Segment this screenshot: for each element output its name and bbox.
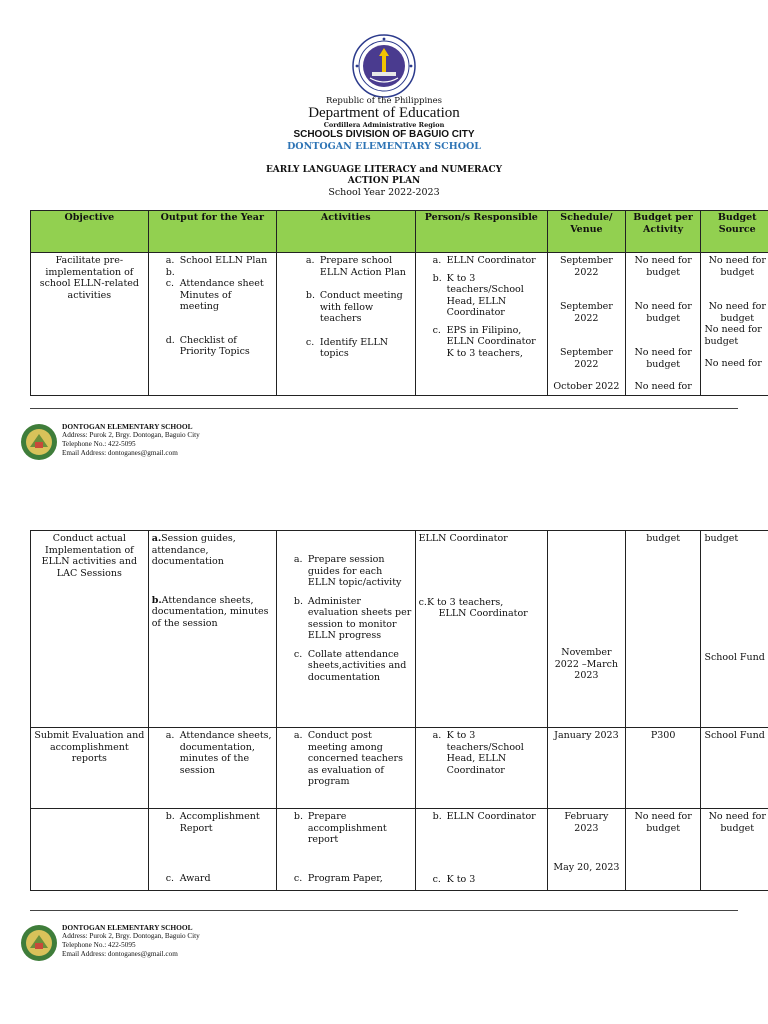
header-persons: Person/s Responsible xyxy=(415,211,547,253)
source-text: No need for budget xyxy=(704,324,762,347)
list-item: b. Prepare accomplishment report xyxy=(293,811,387,845)
schedule-text: November 2022 –March 2023 xyxy=(554,647,619,681)
school-logo xyxy=(20,924,58,962)
list-item: c. K to 3 xyxy=(432,873,476,885)
activities-cell xyxy=(276,531,415,728)
republic-text: Republic of the Philippines xyxy=(325,96,443,106)
budget-text: No need for budget xyxy=(634,301,692,324)
footer-telephone: Telephone No.: 422-5095 xyxy=(62,440,136,448)
list-item: c. Program Paper, xyxy=(293,872,383,884)
table-header-row xyxy=(31,211,768,253)
footer-divider xyxy=(30,408,738,409)
source-cell: No need for budget xyxy=(701,809,768,891)
table-row xyxy=(31,253,768,396)
persons-cell xyxy=(415,809,547,891)
plan-title-line1: EARLY LANGUAGE LITERACY and NUMERACY xyxy=(265,165,503,175)
budget-text: No need for budget xyxy=(634,255,692,278)
list-item: c. Identify ELLN topics xyxy=(305,336,389,359)
footer-school-name: DONTOGAN ELEMENTARY SCHOOL xyxy=(62,923,193,932)
schedule-text: February 2023 xyxy=(564,811,609,834)
table-row xyxy=(31,728,768,809)
footer-text xyxy=(62,923,200,959)
schedule-cell xyxy=(548,809,626,891)
page-footer xyxy=(20,423,340,463)
list-item: a. K to 3 teachers/School Head, ELLN Coordinator xyxy=(432,730,524,776)
source-cell: School Fund xyxy=(701,728,768,809)
division-title: SCHOOLS DIVISION OF BAGUIO CITY xyxy=(293,129,475,140)
school-year: School Year 2022-2023 xyxy=(328,187,440,198)
action-plan-table-part2 xyxy=(30,530,768,891)
output-text: a.Session guides, attendance, documentation xyxy=(151,533,236,567)
table-row xyxy=(31,531,768,728)
schedule-cell: January 2023 xyxy=(548,728,626,809)
schedule-cell xyxy=(548,531,626,728)
list-item: a. Conduct post meeting among concerned teachers as evaluation of program xyxy=(293,730,403,787)
schedule-text: September 2022 xyxy=(559,255,613,278)
list-item: b. Administer evaluation sheets per session to monitor ELLN progress xyxy=(293,595,412,641)
list-item: d. Checklist of Priority Topics xyxy=(165,334,250,357)
header-objective: Objective xyxy=(31,211,149,253)
footer-telephone: Telephone No.: 422-5095 xyxy=(62,941,136,949)
source-cell xyxy=(701,531,768,728)
output-cell xyxy=(148,253,276,396)
persons-cell xyxy=(415,253,547,396)
footer-school-name: DONTOGAN ELEMENTARY SCHOOL xyxy=(62,422,193,431)
page-footer xyxy=(20,924,340,964)
schedule-text: May 20, 2023 xyxy=(553,862,620,873)
budget-text: No need for budget xyxy=(634,347,692,370)
source-text: No need for xyxy=(704,358,762,369)
list-item: c. Attendance sheet Minutes of meeting xyxy=(165,278,264,312)
list-item: a. School ELLN Plan xyxy=(165,255,268,266)
list-item: c. Collate attendance sheets,activities and documentation xyxy=(293,648,407,683)
list-item: c. Award xyxy=(165,873,211,884)
schedule-cell xyxy=(548,253,626,396)
objective-cell: Facilitate pre-implementation of school ELLN-related activities xyxy=(31,253,149,396)
activities-cell xyxy=(276,809,415,891)
schedule-text: September 2022 xyxy=(559,347,613,370)
footer-address: Address: Purok 2, Brgy. Dontogan, Baguio City xyxy=(62,431,200,439)
list-item: b. Accomplishment Report xyxy=(165,811,260,834)
budget-cell: No need for budget xyxy=(625,809,701,891)
schedule-text: September 2022 xyxy=(559,301,613,324)
list-item: a. Prepare session guides for each ELLN topic/activity xyxy=(293,554,402,588)
header-activities: Activities xyxy=(276,211,415,253)
plan-title-line2: ACTION PLAN xyxy=(347,176,421,186)
list-item: b. Conduct meeting with fellow teachers xyxy=(305,290,403,324)
output-cell xyxy=(148,728,276,809)
output-text: b.Attendance sheets, documentation, minutes of the session xyxy=(151,594,269,629)
budget-cell xyxy=(625,253,701,396)
list-item: a. Prepare school ELLN Action Plan xyxy=(305,255,406,278)
budget-cell: P300 xyxy=(625,728,701,809)
header-source: Budget Source xyxy=(701,211,768,253)
output-cell xyxy=(148,531,276,728)
list-item: b. ELLN Coordinator xyxy=(432,811,536,822)
source-cell xyxy=(701,253,768,396)
activities-cell xyxy=(276,253,415,396)
list-item: a. ELLN Coordinator xyxy=(432,255,536,266)
person-text: ELLN Coordinator xyxy=(438,608,528,619)
person-text: ELLN Coordinator xyxy=(418,533,508,544)
footer-text xyxy=(62,422,200,458)
list-item: a. Attendance sheets, documentation, minutes of the session xyxy=(165,730,272,776)
school-name: DONTOGAN ELEMENTARY SCHOOL xyxy=(287,141,481,152)
activities-cell xyxy=(276,728,415,809)
objective-cell: Submit Evaluation and accomplishment reports xyxy=(31,728,149,809)
table-row xyxy=(31,809,768,891)
header-output: Output for the Year xyxy=(148,211,276,253)
header-budget: Budget per Activity xyxy=(625,211,701,253)
source-text: School Fund xyxy=(704,651,765,663)
output-cell xyxy=(148,809,276,891)
list-item: b. xyxy=(165,266,175,278)
objective-cell: Conduct actual Implementation of ELLN activities and LAC Sessions xyxy=(31,531,149,728)
source-text: budget xyxy=(704,533,739,544)
footer-email: Email Address: dontoganes@gmail.com xyxy=(62,950,178,958)
action-plan-table-part1 xyxy=(30,210,768,396)
list-item: c. EPS in Filipino, ELLN Coordinator K to 3 teachers, xyxy=(432,324,536,359)
budget-cell xyxy=(625,531,701,728)
list-item: b. K to 3 teachers/School Head, ELLN Coordinator xyxy=(432,272,524,318)
person-text: c.K to 3 teachers, xyxy=(418,596,504,608)
header-schedule: Schedule/ Venue xyxy=(548,211,626,253)
deped-seal-logo xyxy=(352,34,416,98)
budget-text: budget xyxy=(646,533,681,544)
budget-text: No need for xyxy=(634,381,692,392)
region-text: Cordillera Administrative Region xyxy=(323,121,445,129)
objective-cell xyxy=(31,809,149,891)
school-logo xyxy=(20,423,58,461)
footer-address: Address: Purok 2, Brgy. Dontogan, Baguio City xyxy=(62,932,200,940)
source-text: No need for budget xyxy=(708,255,766,278)
persons-cell xyxy=(415,531,547,728)
footer-divider xyxy=(30,910,738,911)
department-title: Department of Education xyxy=(308,105,460,121)
source-text: No need for budget xyxy=(708,301,766,324)
persons-cell xyxy=(415,728,547,809)
schedule-text: October 2022 xyxy=(553,381,620,392)
footer-email: Email Address: dontoganes@gmail.com xyxy=(62,449,178,457)
